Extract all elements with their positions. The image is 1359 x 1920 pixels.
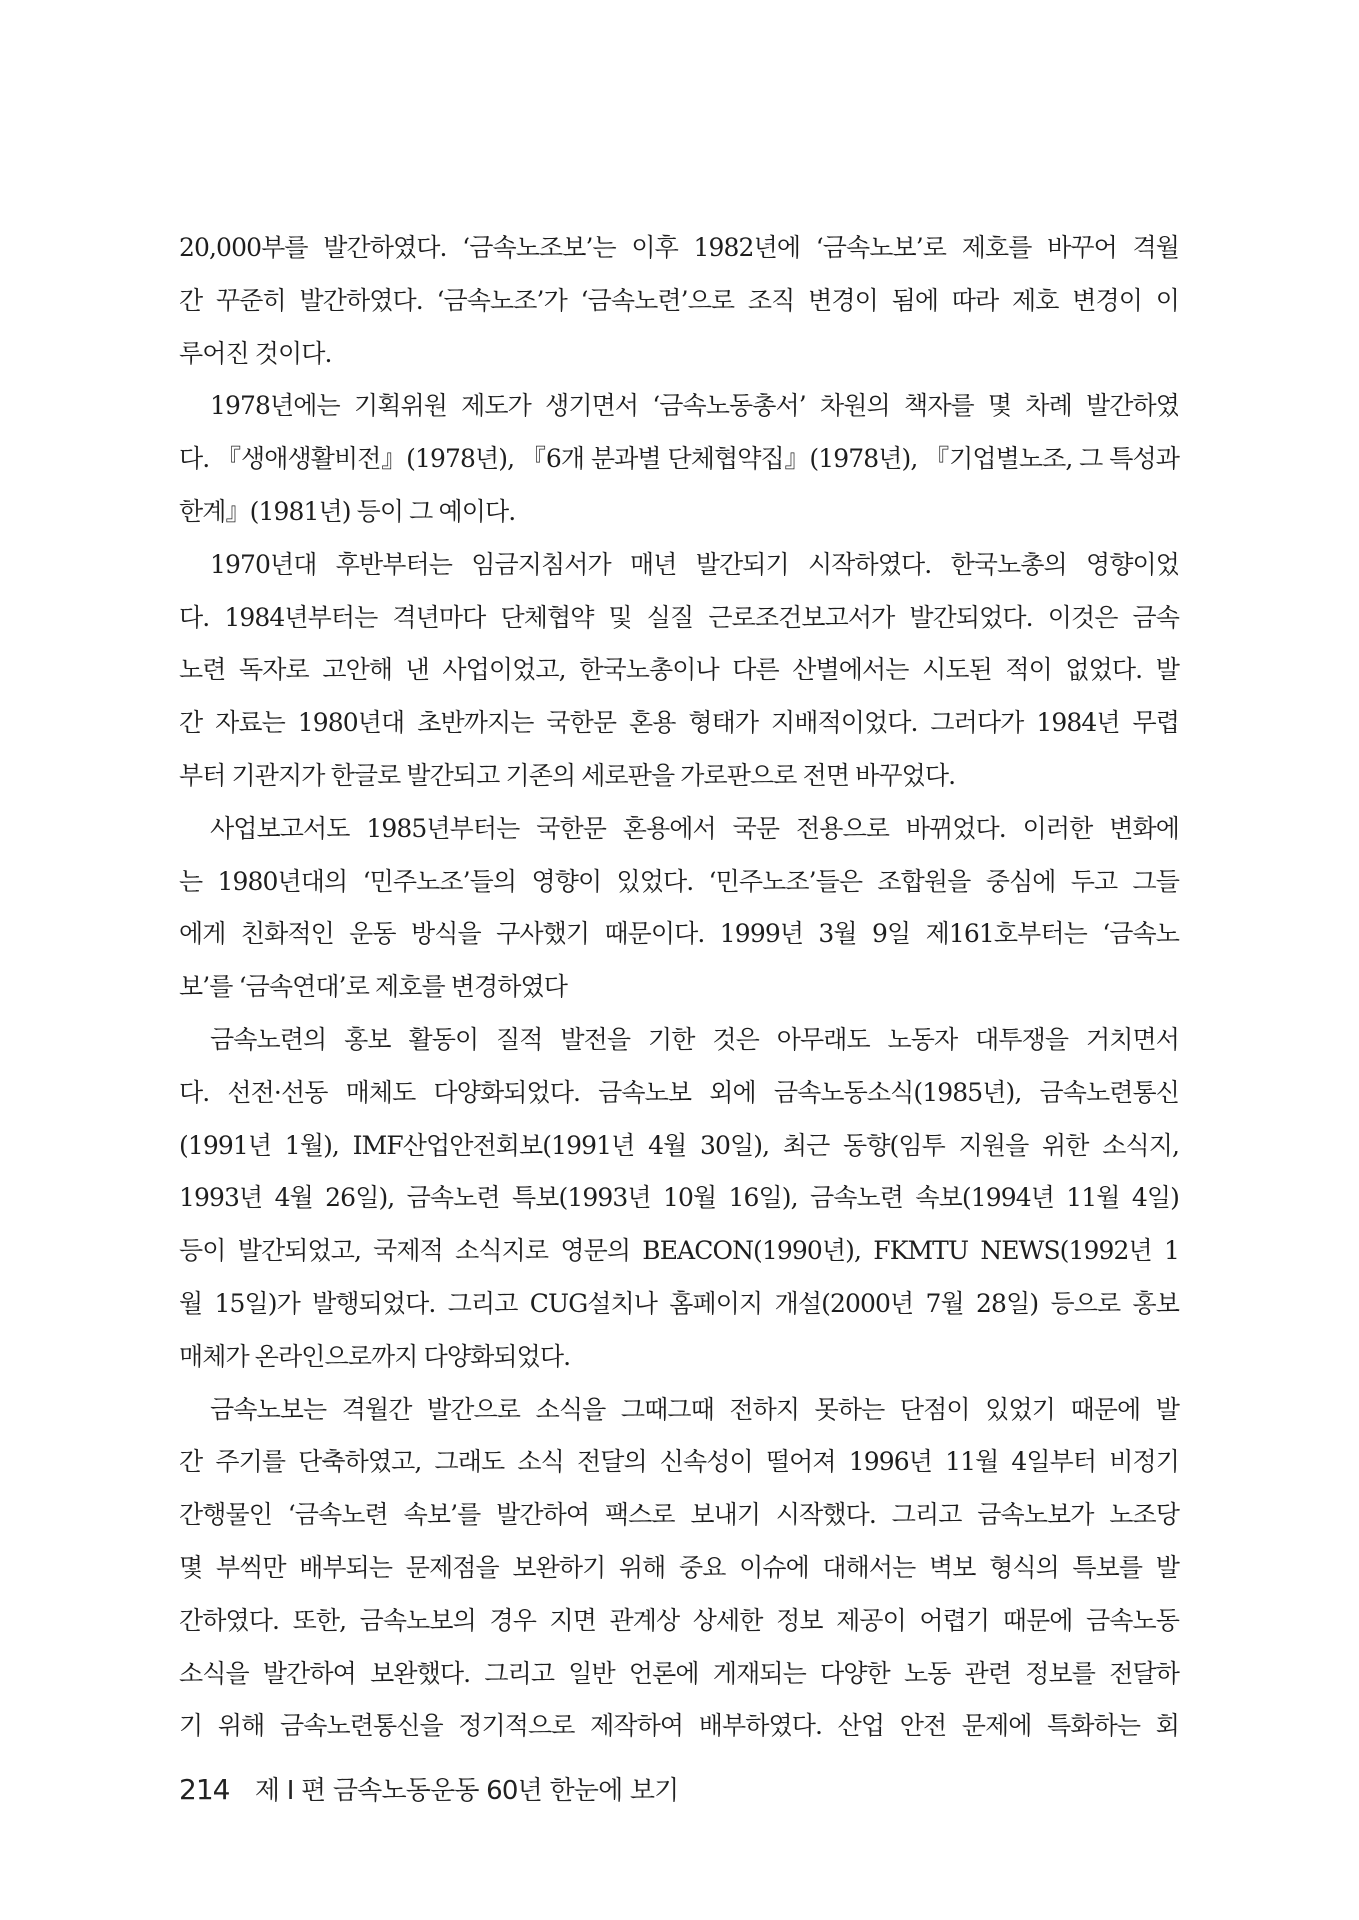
text-line: 다. 선전·선동 매체도 다양화되었다. 금속노보 외에 금속노동소식(1985년), 금속노련통신 bbox=[179, 1077, 1179, 1107]
page-footer bbox=[179, 1770, 679, 1807]
text-line: 부터 기관지가 한글로 발간되고 기존의 세로판을 가로판으로 전면 바꾸었다. bbox=[179, 760, 956, 790]
text-line: 사업보고서도 1985년부터는 국한문 혼용에서 국문 전용으로 바뀌었다. 이러한 변화에 bbox=[210, 813, 1179, 843]
text-line: 간하였다. 또한, 금속노보의 경우 지면 관계상 상세한 정보 제공이 어렵기 때문에 금속노동 bbox=[179, 1605, 1179, 1635]
text-line: 1993년 4월 26일), 금속노련 특보(1993년 10월 16일), 금속노련 속보(1994년 11월 4일) bbox=[179, 1183, 1179, 1213]
text-line: 간 자료는 1980년대 초반까지는 국한문 혼용 형태가 지배적이었다. 그러다가 1984년 무렵 bbox=[179, 708, 1179, 738]
text-line: 월 15일)가 발행되었다. 그리고 CUG설치나 홈페이지 개설(2000년 7월 28일) 등으로 홍보 bbox=[179, 1288, 1179, 1318]
paragraph bbox=[179, 380, 1179, 538]
text-line: 소식을 발간하여 보완했다. 그리고 일반 언론에 게재되는 다양한 노동 관련 정보를 전달하 bbox=[179, 1658, 1179, 1688]
text-line: 다. 『생애생활비전』(1978년), 『6개 분과별 단체협약집』(1978년), 『기업별노조, 그 특성과 bbox=[179, 444, 1179, 474]
text-line: 노련 독자로 고안해 낸 사업이었고, 한국노총이나 다른 산별에서는 시도된 적이 없었다. 발 bbox=[179, 655, 1179, 685]
text-line: 다. 1984년부터는 격년마다 단체협약 및 실질 근로조건보고서가 발간되었다. 이것은 금속 bbox=[179, 602, 1179, 632]
text-line: 한계』(1981년) 등이 그 예이다. bbox=[179, 496, 516, 526]
paragraph bbox=[179, 222, 1179, 380]
text-line: 금속노련의 홍보 활동이 질적 발전을 기한 것은 아무래도 노동자 대투쟁을 거치면서 bbox=[210, 1024, 1179, 1054]
paragraph bbox=[179, 539, 1179, 803]
text-line: 등이 발간되었고, 국제적 소식지로 영문의 BEACON(1990년), FKMTU NEWS(1992년 1 bbox=[179, 1236, 1179, 1266]
text-line: 루어진 것이다. bbox=[179, 338, 332, 368]
text-line: 간 꾸준히 발간하였다. ‘금속노조’가 ‘금속노련’으로 조직 변경이 됨에 따라 제호 변경이 이 bbox=[179, 285, 1179, 315]
body-text bbox=[179, 222, 1179, 1753]
paragraph bbox=[179, 803, 1179, 1014]
paragraph bbox=[179, 1384, 1179, 1754]
text-line: 몇 부씩만 배부되는 문제점을 보완하기 위해 중요 이슈에 대해서는 벽보 형식의 특보를 발 bbox=[179, 1552, 1179, 1582]
paragraph bbox=[179, 1014, 1179, 1384]
text-line: 간행물인 ‘금속노련 속보’를 발간하여 팩스로 보내기 시작했다. 그리고 금속노보가 노조당 bbox=[179, 1500, 1179, 1530]
text-line: 20,000부를 발간하였다. ‘금속노조보’는 이후 1982년에 ‘금속노보’로 제호를 바꾸어 격월 bbox=[179, 233, 1179, 262]
text-line: 에게 친화적인 운동 방식을 구사했기 때문이다. 1999년 3월 9일 제161호부터는 ‘금속노 bbox=[179, 919, 1179, 949]
text-line: 기 위해 금속노련통신을 정기적으로 제작하여 배부하였다. 산업 안전 문제에 특화하는 회 bbox=[179, 1711, 1179, 1741]
text-line: (1991년 1월), IMF산업안전회보(1991년 4월 30일), 최근 동향(임투 지원을 위한 소식지, bbox=[179, 1130, 1179, 1160]
text-line: 금속노보는 격월간 발간으로 소식을 그때그때 전하지 못하는 단점이 있었기 때문에 발 bbox=[210, 1394, 1179, 1424]
text-line: 간 주기를 단축하였고, 그래도 소식 전달의 신속성이 떨어져 1996년 11월 4일부터 비정기 bbox=[179, 1447, 1179, 1477]
running-footer-title: 제 I 편 금속노동운동 60년 한눈에 보기 bbox=[254, 1776, 679, 1806]
text-line: 1970년대 후반부터는 임금지침서가 매년 발간되기 시작하였다. 한국노총의 영향이었 bbox=[210, 549, 1179, 579]
text-line: 보’를 ‘금속연대’로 제호를 변경하였다 bbox=[179, 972, 568, 1002]
page-number: 214 bbox=[179, 1773, 230, 1806]
text-line: 1978년에는 기획위원 제도가 생기면서 ‘금속노동총서’ 차원의 책자를 몇 차례 발간하였 bbox=[210, 391, 1179, 421]
text-line: 는 1980년대의 ‘민주노조’들의 영향이 있었다. ‘민주노조’들은 조합원을 중심에 두고 그들 bbox=[179, 866, 1179, 896]
text-line: 매체가 온라인으로까지 다양화되었다. bbox=[179, 1341, 571, 1371]
